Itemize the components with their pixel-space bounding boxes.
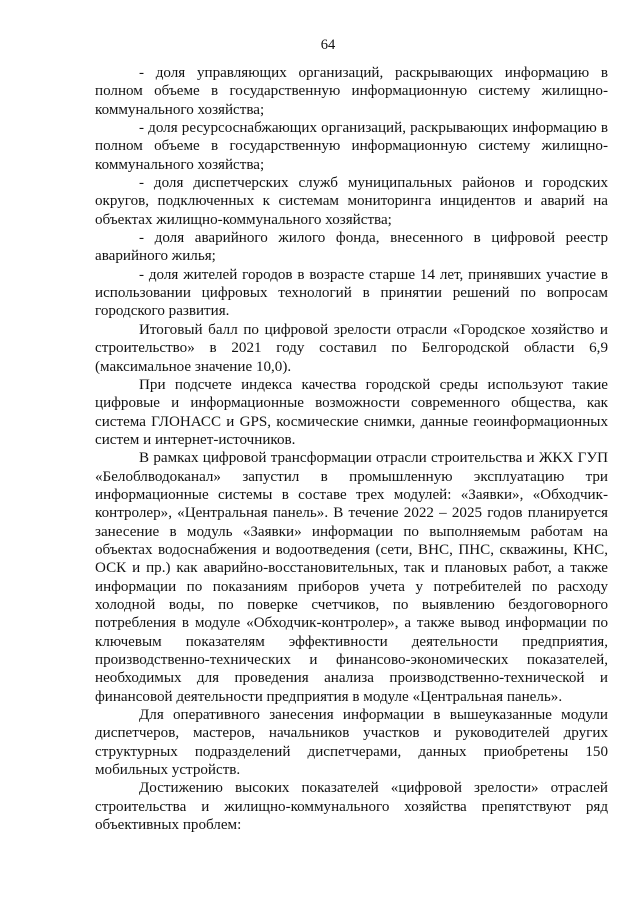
page-number: 64 bbox=[320, 37, 336, 53]
paragraph-digital-transformation: В рамках цифровой трансформации отрасли строительства и ЖКХ ГУП «Белоблводоканал» запустил в промышленную эксплуатацию три информационные системы в составе трех модулей: «Заявки», «Обходчик-контролер», «Центральная панель». В течение 2022 – 2025 годов планируется занесение в модуль «Заявки» информации по выполняемым работам на объектах водоснабжения и водоотведения (сети, ВНС, ПНС, скважины, КНС, ОСК и пр.) как аварийно-восстановительных, так и плановых работ, а также информации по показаниям приборов учета у потребителей по расходу холодной воды, по поверке счетчиков, по выявлению бездоговорного потребления в модуле «Обходчик-контролер», а также вывод информации по ключевым показателям эффективности деятельности предприятия, производственно-технических и финансово-экономических показателей, необходимых для проведения анализа производственно-технической и финансовой деятельности предприятия в модуле «Центральная панель». bbox=[95, 450, 608, 705]
list-item-emergency-housing: - доля аварийного жилого фонда, внесенного в цифровой реестр аварийного жилья; bbox=[95, 230, 608, 265]
paragraph-digital-maturity-score: Итоговый балл по цифровой зрелости отрасли «Городское хозяйство и строительство» в 2021 году составил по Белгородской области 6,9 (максимальное значение 10,0). bbox=[95, 321, 608, 375]
list-item-management-companies: - доля управляющих организаций, раскрывающих информацию в полном объеме в государственную информационную систему жилищно-коммунального хозяйства; bbox=[95, 65, 608, 118]
paragraph-mobile-devices: Для оперативного занесения информации в вышеуказанные модули диспетчеров, мастеров, начальников участков и руководителей других структурных подразделений диспетчерами, данных приобретены 150 мобильных устройств. bbox=[95, 707, 608, 779]
list-item-resource-supply-organizations: - доля ресурсоснабжающих организаций, раскрывающих информацию в полном объеме в государственную информационную систему жилищно-коммунального хозяйства; bbox=[95, 120, 608, 173]
document-body bbox=[95, 64, 608, 834]
paragraph-objective-problems: Достижению высоких показателей «цифровой зрелости» отраслей строительства и жилищно-коммунального хозяйства препятствуют ряд объективных проблем: bbox=[95, 780, 608, 834]
list-item-dispatch-services: - доля диспетчерских служб муниципальных районов и городских округов, подключенных к системам мониторинга инцидентов и аварий на объектах жилищно-коммунального хозяйства; bbox=[95, 175, 608, 228]
list-item-citizen-participation: - доля жителей городов в возрасте старше 14 лет, принявших участие в использовании цифровых технологий в принятии решений по вопросам городского развития. bbox=[95, 266, 608, 320]
paragraph-urban-quality-index: При подсчете индекса качества городской среды используют такие цифровые и информационные возможности современного общества, как система ГЛОНАСС и GPS, космические снимки, данные геоинформационных систем и интернет-источников. bbox=[95, 376, 608, 448]
